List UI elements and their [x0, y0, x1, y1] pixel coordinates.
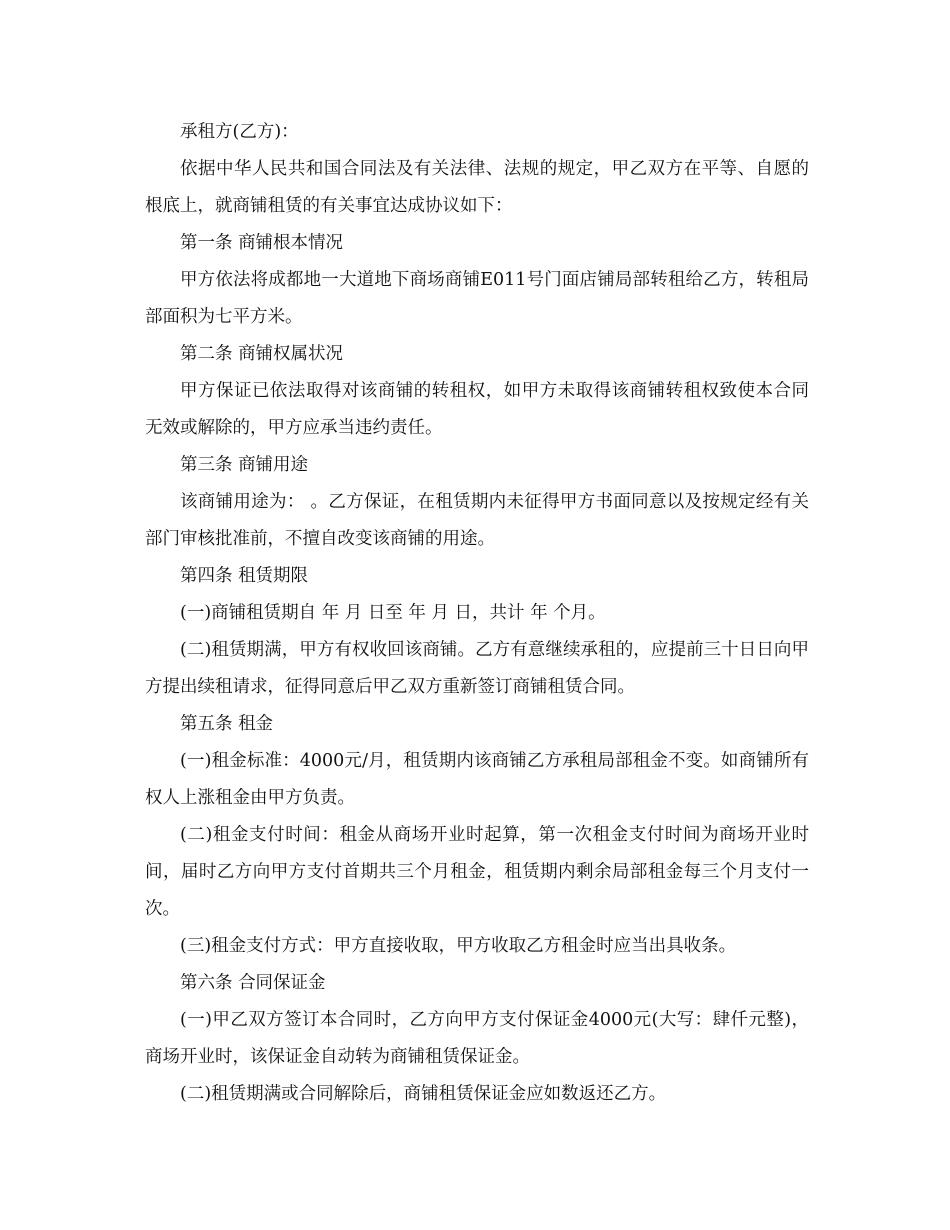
paragraph-article-6-item-1: (一)甲乙双方签订本合同时，乙方向甲方支付保证金4000元(大写：肆仟元整)，商场开业时，该保证金自动转为商铺租赁保证金。 — [145, 1010, 809, 1067]
heading-article-4: 第四条 租赁期限 — [180, 566, 309, 586]
heading-article-5: 第五条 租金 — [180, 714, 274, 734]
heading-article-1: 第一条 商铺根本情况 — [180, 233, 344, 253]
paragraph-article-3-body: 该商铺用途为： 。乙方保证，在租赁期内未征得甲方书面同意以及按规定经有关部门审核批准前，不擅自改变该商铺的用途。 — [145, 492, 809, 549]
paragraph-article-5-item-1: (一)租金标准：4000元/月，租赁期内该商铺乙方承租局部租金不变。如商铺所有权人上涨租金由甲方负责。 — [145, 751, 809, 808]
document-body — [145, 114, 809, 1113]
paragraph-article-6-item-2: (二)租赁期满或合同解除后，商铺租赁保证金应如数返还乙方。 — [180, 1084, 667, 1104]
heading-article-6: 第六条 合同保证金 — [180, 973, 326, 993]
paragraph-article-1-body: 甲方依法将成都地一大道地下商场商铺E011号门面店铺局部转租给乙方，转租局部面积为七平方米。 — [145, 270, 809, 327]
paragraph-preamble: 依据中华人民共和国合同法及有关法律、法规的规定，甲乙双方在平等、自愿的根底上，就商铺租赁的有关事宜达成协议如下： — [145, 159, 809, 216]
paragraph-article-4-item-2: (二)租赁期满，甲方有权收回该商铺。乙方有意继续承租的，应提前三十日日向甲方提出续租请求，征得同意后甲乙双方重新签订商铺租赁合同。 — [145, 640, 809, 697]
heading-article-3: 第三条 商铺用途 — [180, 455, 309, 475]
paragraph-article-5-item-3: (三)租金支付方式：甲方直接收取，甲方收取乙方租金时应当出具收条。 — [180, 936, 737, 956]
heading-article-2: 第二条 商铺权属状况 — [180, 344, 344, 364]
paragraph-article-4-item-1: (一)商铺租赁期自 年 月 日至 年 月 日，共计 年 个月。 — [180, 603, 606, 623]
paragraph-article-5-item-2: (二)租金支付时间：租金从商场开业时起算，第一次租金支付时间为商场开业时间，届时乙方向甲方支付首期共三个月租金，租赁期内剩余局部租金每三个月支付一次。 — [145, 825, 809, 919]
paragraph-article-2-body: 甲方保证已依法取得对该商铺的转租权，如甲方未取得该商铺转租权致使本合同无效或解除的，甲方应承当违约责任。 — [145, 381, 809, 438]
paragraph-lessee-party: 承租方(乙方)： — [180, 122, 299, 142]
